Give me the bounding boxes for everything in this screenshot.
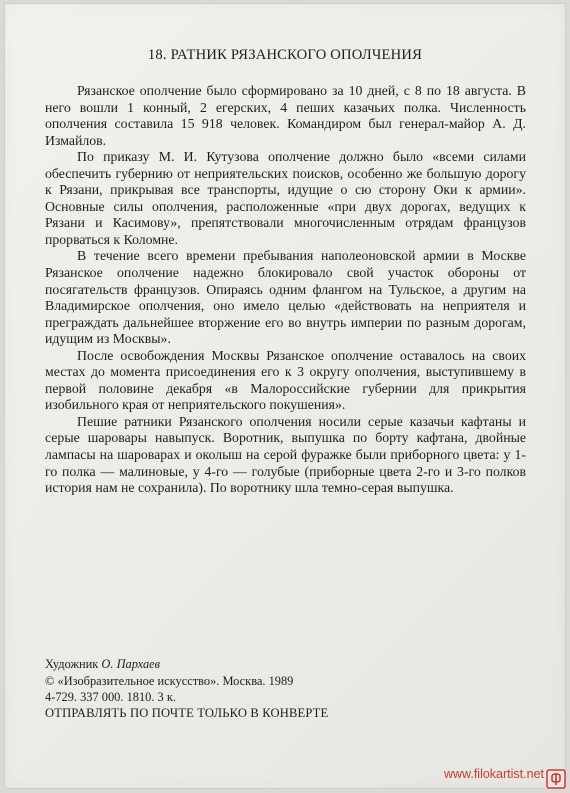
credits-block [45, 656, 525, 706]
artist-name: О. Пархаев [101, 657, 161, 671]
watermark-logo-icon [546, 769, 566, 789]
paragraph-4: После освобождения Москвы Рязанское ополчение оставалось на своих местах до момента присоединения его к 3 округу ополчения, выступившему в первой половине декабря «в Малороссийские губернии для прикрытия изобильного края от неприятельского покушения». [45, 347, 526, 413]
paragraph-2: По приказу М. И. Кутузова ополчение должно было «всеми силами обеспечить губернию от неприятельских поисков, особенно же большую дорогу к Рязани, прикрывая все транспорты, идущие о сю сторону Оки к армии». Основные силы ополчения, расположенные «при двух дорогах, ведущих к Рязани и Касимову», препятствовали многочисленным отрядам французов прорваться к Коломне. [45, 149, 526, 247]
mailing-notice: ОТПРАВЛЯТЬ ПО ПОЧТЕ ТОЛЬКО В КОНВЕРТЕ [45, 706, 329, 720]
artist-label: Художник [45, 657, 99, 671]
article-body [45, 83, 526, 497]
postcard-back [4, 3, 566, 789]
page-title: 18. РАТНИК РЯЗАНСКОГО ОПОЛЧЕНИЯ [147, 47, 423, 63]
artist-line [45, 656, 525, 673]
watermark-link[interactable]: www.filokartist.net [443, 767, 544, 781]
print-codes: 4-729. 337 000. 1810. 3 к. [45, 690, 176, 704]
paragraph-3: В течение всего времени пребывания наполеоновской армии в Москве Рязанское ополчение надежно блокировало свой участок обороны от посягательств французов. Опираясь одним флангом на Тульское, а другим на Владимирское ополчения, оно имело целью «действовать на неприятеля и преграждать дальнейшее вторжение его во внутрь империи по разным дорогам, идущим из Москвы». [45, 248, 526, 347]
publisher-line: © «Изобразительное искусство». Москва. 1989 [45, 673, 294, 688]
paragraph-5: Пешие ратники Рязанского ополчения носили серые казачьи кафтаны и серые шаровары навыпуск. Воротник, выпушка по борту кафтана, двойные лампасы на шароварах и околыш на серой фуражке были приборного цвета: у 1-го полка — малиновые, у 4-го — голубые (приборные цвета 2-го и 3-го полков история нам не сохранила). По воротнику шла темно-серая выпушка. [45, 413, 526, 496]
paragraph-1: Рязанское ополчение было сформировано за 10 дней, с 8 по 18 августа. В него вошли 1 конный, 2 егерских, 4 пеших казачьих полка. Численность ополчения составила 15 918 человек. Командиром был генерал-майор А. Д. Измайлов. [45, 83, 526, 148]
